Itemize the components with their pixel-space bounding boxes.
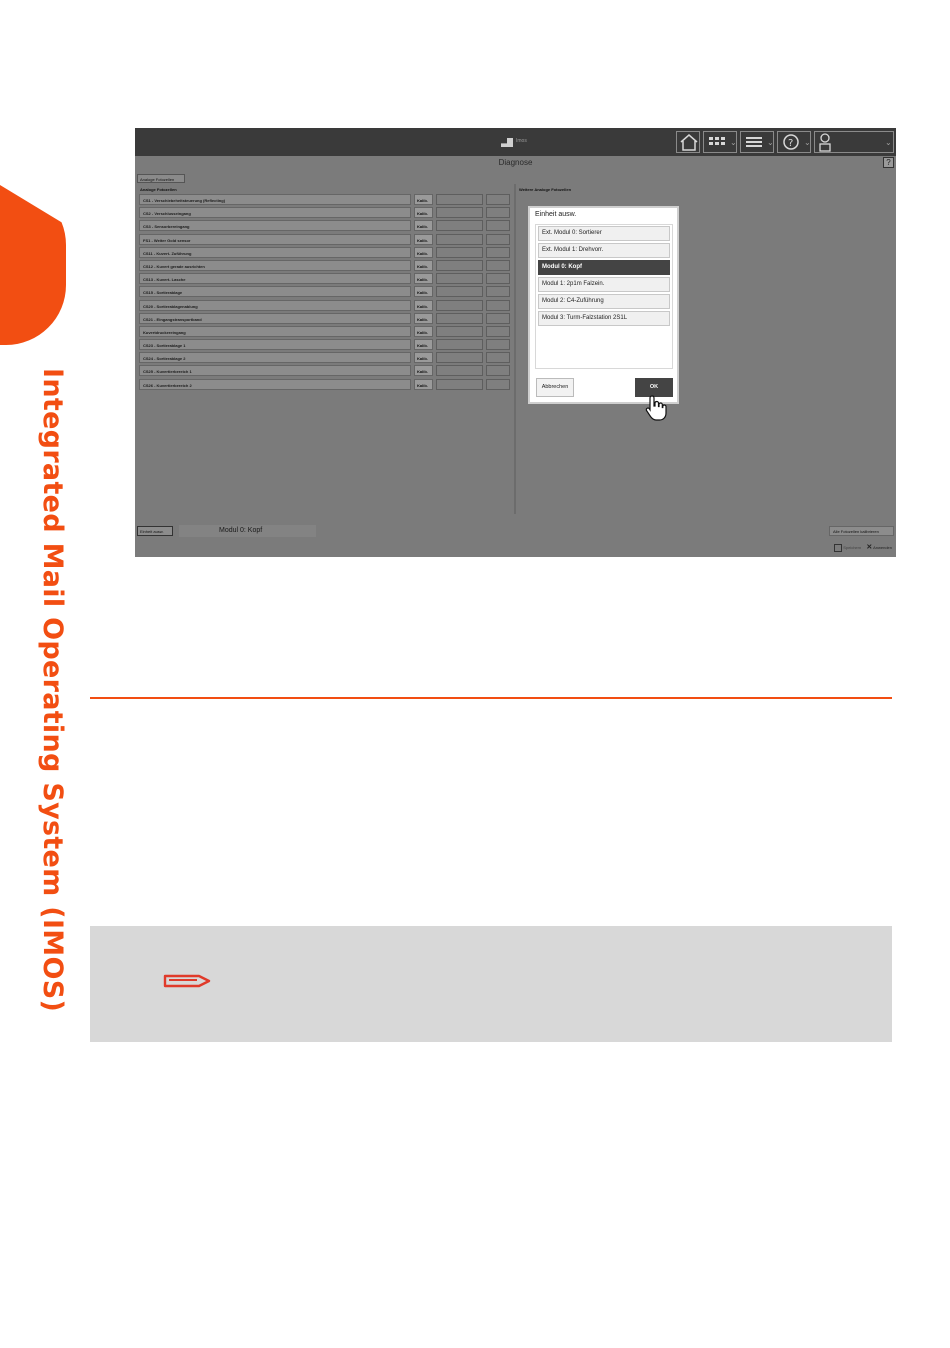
unit-option[interactable]: Ext. Modul 0: Sortierer (538, 226, 670, 241)
bottom-bar (135, 522, 896, 557)
photocell-name: CS11 - Kuvert- Zuführung (139, 247, 411, 258)
app-logo (501, 136, 531, 148)
photocell-name: CS23 - Sortierablage 1 (139, 339, 411, 350)
table-row (139, 220, 511, 233)
chevron-down-icon: ⌄ (885, 138, 892, 147)
help-menu-button[interactable] (777, 131, 811, 153)
home-button[interactable] (676, 131, 700, 153)
table-row (139, 300, 511, 313)
chevron-down-icon: ⌄ (730, 138, 737, 147)
table-row (139, 260, 511, 273)
sidebar-title (37, 368, 70, 1013)
table-row (139, 234, 511, 247)
unit-option[interactable]: Modul 1: 2p1m Falzein. (538, 277, 670, 292)
status-field (486, 326, 510, 337)
save-button[interactable]: Speichern (843, 545, 862, 550)
value-field (436, 220, 483, 231)
pencil-note-icon (163, 970, 213, 992)
value-field (436, 194, 483, 205)
value-field (436, 313, 483, 324)
close-icon: ✕ (866, 544, 873, 551)
photocell-name: FS1 - Weiter Gold sensor (139, 234, 411, 245)
selected-unit-value: Modul 0: Kopf (179, 525, 316, 537)
table-row (139, 379, 511, 392)
calibrate-button[interactable]: Kalib. (414, 286, 433, 297)
calibrate-all-button[interactable]: Alle Fotozellen kalibrieren (829, 526, 894, 536)
diagnose-screen (135, 128, 896, 557)
select-unit-button[interactable]: Einheit ausw. (137, 526, 173, 536)
value-field (436, 234, 483, 245)
home-icon (678, 132, 700, 152)
user-icon (817, 132, 833, 152)
value-field (436, 300, 483, 311)
calibrate-button[interactable]: Kalib. (414, 326, 433, 337)
calibrate-button[interactable]: Kalib. (414, 379, 433, 390)
select-unit-dialog (528, 206, 679, 404)
status-field (486, 339, 510, 350)
calibrate-button[interactable]: Kalib. (414, 234, 433, 245)
pointer-hand-icon (644, 394, 668, 422)
table-row (139, 286, 511, 299)
status-field (486, 286, 510, 297)
table-row (139, 207, 511, 220)
photocell-name: CS24 - Sortierablage 2 (139, 352, 411, 363)
photocell-name: CS26 - Kuvertierbereich 2 (139, 379, 411, 390)
status-field (486, 273, 510, 284)
apply-button[interactable]: Anwenden (873, 545, 892, 550)
calibrate-button[interactable]: Kalib. (414, 300, 433, 311)
ok-button[interactable]: OK (635, 378, 673, 397)
table-row (139, 313, 511, 326)
status-field (486, 300, 510, 311)
footer-actions (834, 543, 892, 552)
photocell-name: CS15 - Sortierablage (139, 286, 411, 297)
photocell-name: CS1 - Verschiebeheitsteuerung (Reflecting) (139, 194, 411, 205)
value-field (436, 365, 483, 376)
sidebar-title-text: Integrated Mail Operating System (IMOS) (37, 368, 68, 1013)
save-icon (834, 544, 842, 552)
table-row (139, 339, 511, 352)
value-field (436, 247, 483, 258)
status-field (486, 194, 510, 205)
table-row (139, 326, 511, 339)
value-field (436, 326, 483, 337)
table-row (139, 352, 511, 365)
value-field (436, 352, 483, 363)
right-section-label: Weitere Analoge Fotozellen (519, 187, 572, 192)
calibrate-button[interactable]: Kalib. (414, 365, 433, 376)
tab-analog-photocells[interactable]: Analoge Fotozellen (137, 174, 185, 183)
calibrate-button[interactable]: Kalib. (414, 247, 433, 258)
table-row (139, 247, 511, 260)
value-field (436, 339, 483, 350)
dialog-title: Einheit ausw. (535, 211, 577, 218)
photocell-name: CS12 - Kuvert gerade ausrichten (139, 260, 411, 271)
page-title: Diagnose (498, 158, 533, 167)
value-field (436, 273, 483, 284)
calibrate-button[interactable]: Kalib. (414, 207, 433, 218)
calibrate-button[interactable]: Kalib. (414, 313, 433, 324)
status-field (486, 365, 510, 376)
unit-option[interactable]: Modul 3: Turm-Falzstation 2S1L (538, 311, 670, 326)
calibrate-button[interactable]: Kalib. (414, 339, 433, 350)
value-field (436, 260, 483, 271)
value-field (436, 379, 483, 390)
help-circle-icon (780, 132, 802, 152)
apps-icon (706, 132, 728, 152)
status-field (486, 247, 510, 258)
table-row (139, 273, 511, 286)
status-field (486, 379, 510, 390)
status-field (486, 207, 510, 218)
unit-option[interactable]: Ext. Modul 1: Drehvorr. (538, 243, 670, 258)
calibrate-button[interactable]: Kalib. (414, 273, 433, 284)
photocell-name: CS3 - Sensorbereingang (139, 220, 411, 231)
photocell-name: CS13 - Kuvert- Lasche (139, 273, 411, 284)
list-button[interactable] (740, 131, 774, 153)
status-field (486, 260, 510, 271)
apps-button[interactable] (703, 131, 737, 153)
photocell-name: CS2 - Verschlusseingang (139, 207, 411, 218)
panel-divider (514, 184, 516, 514)
photocell-name: CS21 - Eingangstransportband (139, 313, 411, 324)
left-section-label: Analoge Fotozellen (140, 187, 177, 192)
logo-text: Imos (516, 138, 527, 144)
value-field (436, 207, 483, 218)
photocell-name: CS20 - Sortierablagenablung (139, 300, 411, 311)
value-field (436, 286, 483, 297)
user-menu-button[interactable] (814, 131, 894, 153)
svg-text:?: ? (788, 138, 794, 149)
photocell-name: Kuvertdruckereingang (139, 326, 411, 337)
calibrate-button[interactable]: Kalib. (414, 194, 433, 205)
sidebar-accent-tab (0, 185, 66, 345)
cancel-button[interactable]: Abbrechen (536, 378, 574, 397)
chevron-down-icon: ⌄ (804, 138, 811, 147)
photocell-name: CS25 - Kuvertierbereich 1 (139, 365, 411, 376)
status-field (486, 220, 510, 231)
status-field (486, 313, 510, 324)
top-toolbar (135, 128, 896, 156)
chevron-down-icon: ⌄ (767, 138, 774, 147)
section-divider (90, 697, 892, 699)
unit-option[interactable]: Modul 2: C4-Zuführung (538, 294, 670, 309)
calibrate-button[interactable]: Kalib. (414, 220, 433, 231)
table-row (139, 194, 511, 207)
list-icon (743, 132, 765, 152)
status-field (486, 352, 510, 363)
unit-list (535, 224, 673, 369)
calibrate-button[interactable]: Kalib. (414, 352, 433, 363)
unit-option-selected[interactable]: Modul 0: Kopf (538, 260, 670, 275)
photocell-list (139, 194, 511, 392)
logo-icon (501, 138, 513, 147)
calibrate-button[interactable]: Kalib. (414, 260, 433, 271)
help-button[interactable]: ? (883, 157, 894, 168)
status-field (486, 234, 510, 245)
table-row (139, 365, 511, 378)
note-box (90, 926, 892, 1042)
